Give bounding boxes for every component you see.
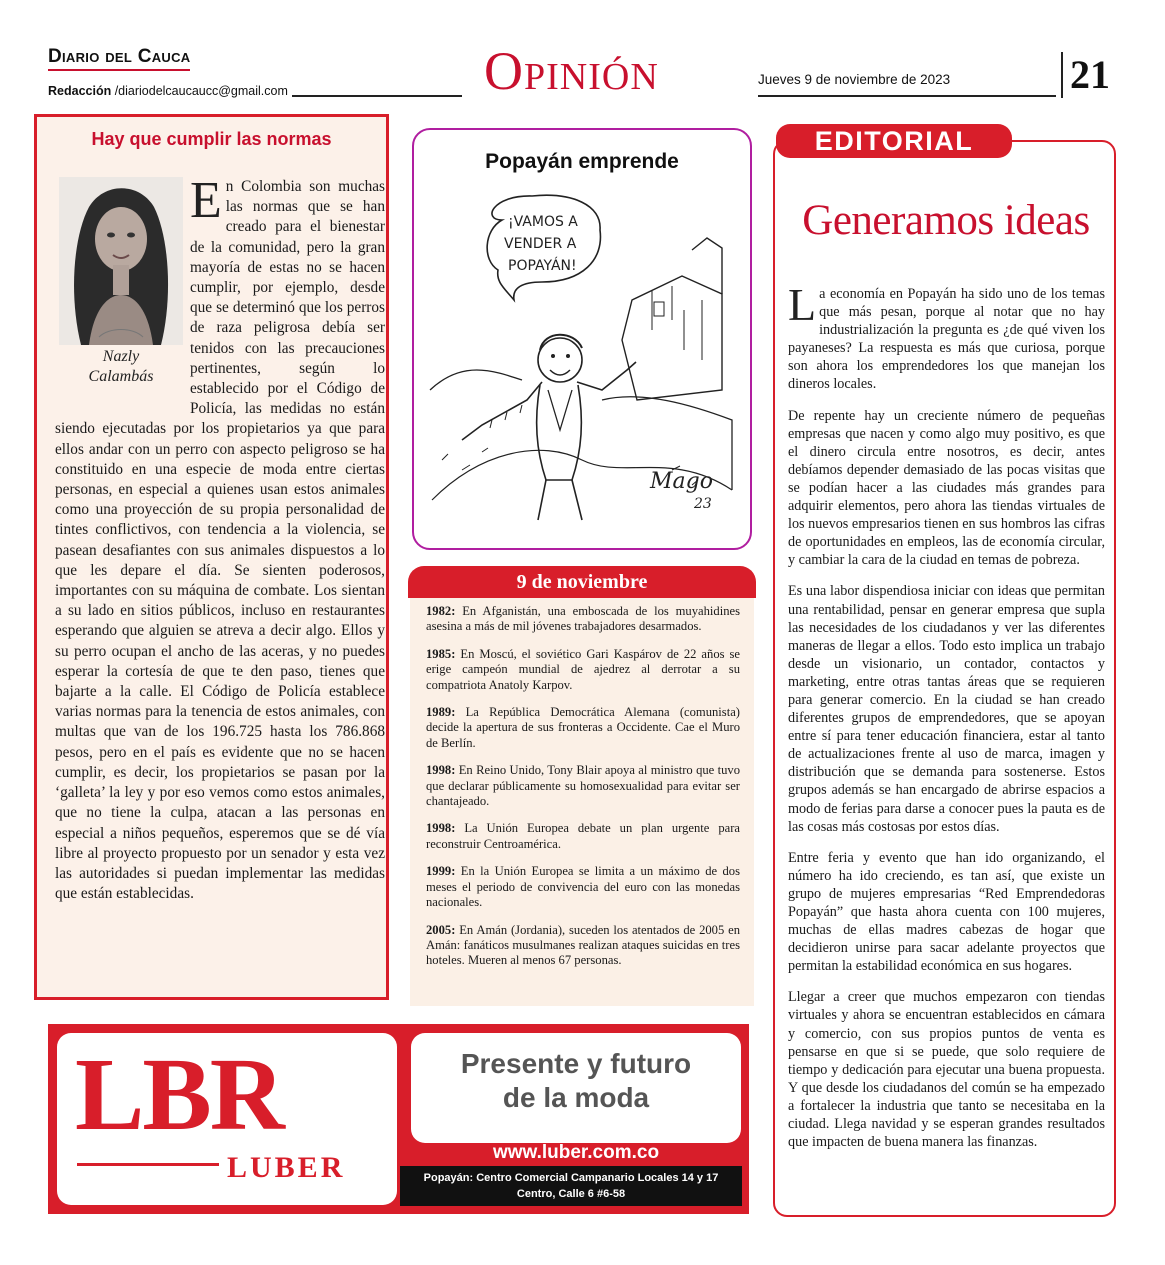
- event-year: 1989:: [426, 705, 456, 720]
- opinion-dropcap: E: [190, 172, 222, 229]
- event-year: 1998:: [426, 763, 456, 778]
- editorial-paragraph: [788, 279, 1105, 394]
- ad-website-link[interactable]: www.luber.com.co: [492, 1142, 660, 1163]
- event-text: En Amán (Jordania), suceden los atentados de 2005 en Amán: fanáticos musulmanes realizan ataques suicidas en tres hoteles. Mueren al menos 67 personas.: [426, 922, 740, 968]
- event-text: En Afganistán, una emboscada de los muyahidines asesina a más de mil jóvenes trabajadores desarmados.: [426, 604, 740, 634]
- editorial-label: EDITORIAL: [776, 124, 1012, 158]
- header-rule-right: [758, 95, 1056, 97]
- header-rule-left: [292, 95, 462, 97]
- opinion-body-text: n Colombia son muchas las normas que se han creado para el bienestar de la comunidad, pero la gran mayoría de estas no se hacen cumplir, por ejemplo, desde que se determinó que los perros de raza peligrosa debía ser tenidos con las precauciones pertinentes, según lo establecido por el Código de Policía, las medidas no están siendo ejecutadas por los propietarios ya que para ellos andar con un perro con aspecto peligroso se ha constituido en una especie de moda entre ciertas personas, en especial a quienes usan estos animales como una proyección de su propia personalidad de tintes conflictivos, con tendencia a la violencia, se pasean desafiantes con sus animales dispuestos a lo que les depare el día. Se sienten poderosos, importantes con su máquina de combate. Los sientan a su lado en sitios públicos, incluso en restaurantes esperando que alguien se atreva a decir algo. Ellos y su perro ocupan el ancho de las aceras, y no puedes esperar la cortesía de que te den paso, tienes que bajarte a la calle. El Código de Policía establece varias normas para la tenencia de estos animales, con multas que van de los 196.725 hasta los 786.868 pesos, pero en el país es evidente que no se hacen cumplir, es decir, los propietarios se pasan por la ‘galleta’ la ley y por eso vemos como estos animales, que no tiene la culpa, atacan a las personas en especial a niños pequeños, esperemos que se dé vía libre al proyecto propuesto por un senador y esta vez las autoridades si puedan implementar las medidas que están establecidas.: [55, 178, 385, 903]
- opinion-title: Hay que cumplir las normas: [91, 129, 332, 149]
- event-year: 2005:: [426, 922, 456, 937]
- event-item: [426, 705, 740, 751]
- page-number: 21: [1070, 52, 1110, 97]
- events-header: 9 de noviembre: [408, 566, 756, 598]
- events-list: [410, 598, 754, 1006]
- event-text: En Moscú, el soviético Gari Kaspárov de 22 años se erige campeón mundial de ajedrez al derrotar a su compatriota Anatoly Karpov.: [426, 646, 740, 692]
- editorial-paragraph-2: De repente hay un creciente número de pequeñas empresas que nacen y como algo muy positivo, es que el dinero circula entre nosotros, es decir, antes debíamos depender demasiado de las pocas visitas que se podían hacer a las ciudades más grandes para adquirir elementos, pero ahora las tiendas virtuales de los nuevos empresarios tienen en sus hombros las cifras de oportunidades en empleos, las de economía circular, y cambiar la cara de la ciudad en temas de pobreza.: [788, 407, 1105, 569]
- event-year: 1999:: [426, 864, 456, 879]
- editorial-paragraph-1: a economía en Popayán ha sido uno de los temas que más pesan, porque al notar que no hay industrialización la pregunta es ¿de qué viven los payaneses? La respuesta es más que curiosa, porque son ahora los emprendedores los que manejan los dineros locales.: [788, 286, 1105, 393]
- cartoon-illustration: [422, 190, 742, 545]
- ad-slogan-panel: [411, 1033, 741, 1143]
- cartoon-title: Popayán emprende: [485, 150, 679, 173]
- masthead-logo: Diario del Cauca: [48, 46, 190, 71]
- redaccion-line: [48, 84, 288, 98]
- speech-line-1: ¡VAMOS A: [508, 214, 578, 230]
- event-item: [426, 821, 740, 852]
- luber-advertisement[interactable]: [48, 1024, 749, 1214]
- header-divider: [1061, 52, 1063, 98]
- cartoon-signature: Mago: [650, 469, 713, 494]
- ad-address: [400, 1166, 742, 1206]
- ad-slogan-line-2: de la moda: [502, 1082, 650, 1113]
- section-title: Opinión: [484, 41, 659, 101]
- ad-address-line-1: Popayán: Centro Comercial Campanario Locales 14 y 17: [423, 1172, 719, 1184]
- editorial-paragraph-3: Es una labor dispendiosa iniciar con ideas que permitan una rentabilidad, pensar en generar empresa que supla las necesidades de los ciudadanos y ver las diferentes maneras de llegar a ellos. Todo esto implica un trabajo desde un visionario, un contador, contactos y marketing, entre otras tantas áreas que se requieren para generar comercio. En la ciudad se han creado diferentes grupos de emprendedores, que se apoyan entre sí para tener educación financiera, estar al tanto de actualizaciones frente al uso de marca, imagen y distribución que se demanda para sostenerse. Estos grupos además se han encargado de abrirse espacios a modo de ferias para darse a conocer pues la pauta es de las cosas más costosas por estos días.: [788, 583, 1105, 835]
- redaccion-email[interactable]: /diariodelcaucaucc@gmail.com: [114, 84, 288, 98]
- luber-logo-panel: [57, 1033, 397, 1205]
- lbr-logo: LBR: [75, 1037, 283, 1152]
- editorial-dropcap: L: [788, 279, 817, 330]
- event-item: [426, 864, 740, 910]
- cartoon-panel: [412, 128, 752, 550]
- author-last-name: Calambás: [88, 368, 154, 385]
- ad-address-line-2: Centro, Calle 6 #6-58: [516, 1188, 626, 1200]
- event-item: [426, 763, 740, 809]
- opinion-column: [34, 114, 389, 1000]
- event-text: En la Unión Europea se limita a un máximo de dos meses el periodo de convivencia del euro con las monedas nacionales.: [426, 864, 740, 910]
- logo-rule: [77, 1163, 219, 1166]
- event-text: En Reino Unido, Tony Blair apoya al ministro que tuvo que declarar públicamente su homosexualidad para evitar ser chantajeado.: [426, 763, 740, 809]
- cartoon-year: 23: [694, 496, 712, 512]
- ad-slogan-line-1: Presente y futuro: [460, 1048, 692, 1079]
- issue-date: Jueves 9 de noviembre de 2023: [758, 72, 951, 87]
- editorial-headline: Generamos ideas: [802, 197, 1090, 244]
- editorial-body: [788, 279, 1105, 1164]
- event-text: La Unión Europea debate un plan urgente para reconstruir Centroamérica.: [426, 821, 740, 851]
- event-item: [426, 647, 740, 693]
- speech-line-3: POPAYÁN!: [508, 258, 577, 274]
- luber-wordmark: LUBER: [227, 1151, 346, 1184]
- event-year: 1982:: [426, 604, 456, 618]
- editorial-paragraph-4: Entre feria y evento que han ido organizando, el número ha ido creciendo, es tan así, que existe un grupo de mujeres empresarias “Red Emprendedoras Popayán” que hasta ahora cuenta con 100 mujeres, muchas de ellas madres cabezas de hogar que decidieron unirse para sacar adelante proyectos que permitan la estabilidad económica en sus hogares.: [788, 849, 1105, 975]
- editorial-paragraph-5: Llegar a creer que muchos empezaron con tiendas virtuales y ahora se encuentran establecidos en cámara y comercio, con sus propios puntos de venta es pensarse en que si se puede, que solo requiere de tiempo y dedicación para ejecutar una buena propuesta. Y que desde los ciudadanos del común se ha empezado a fortalecer la industria que tanto se necesitaba en la ciudad. Llega navidad y se esperan grandes resultados que impacten de buena manera las finanzas.: [788, 989, 1105, 1151]
- event-item: [426, 604, 740, 635]
- event-item: [426, 923, 740, 969]
- opinion-body: [55, 172, 385, 904]
- event-text: La República Democrática Alemana (comunista) decide la apertura de sus fronteras a Occidente. Cae el Muro de Berlín.: [426, 705, 740, 750]
- event-year: 1998:: [426, 821, 456, 836]
- ad-slogan: [411, 1047, 741, 1115]
- speech-line-2: VENDER A: [504, 236, 577, 252]
- event-year: 1985:: [426, 646, 456, 661]
- redaccion-label: Redacción: [48, 84, 112, 98]
- author-first-name: Nazly: [102, 348, 140, 365]
